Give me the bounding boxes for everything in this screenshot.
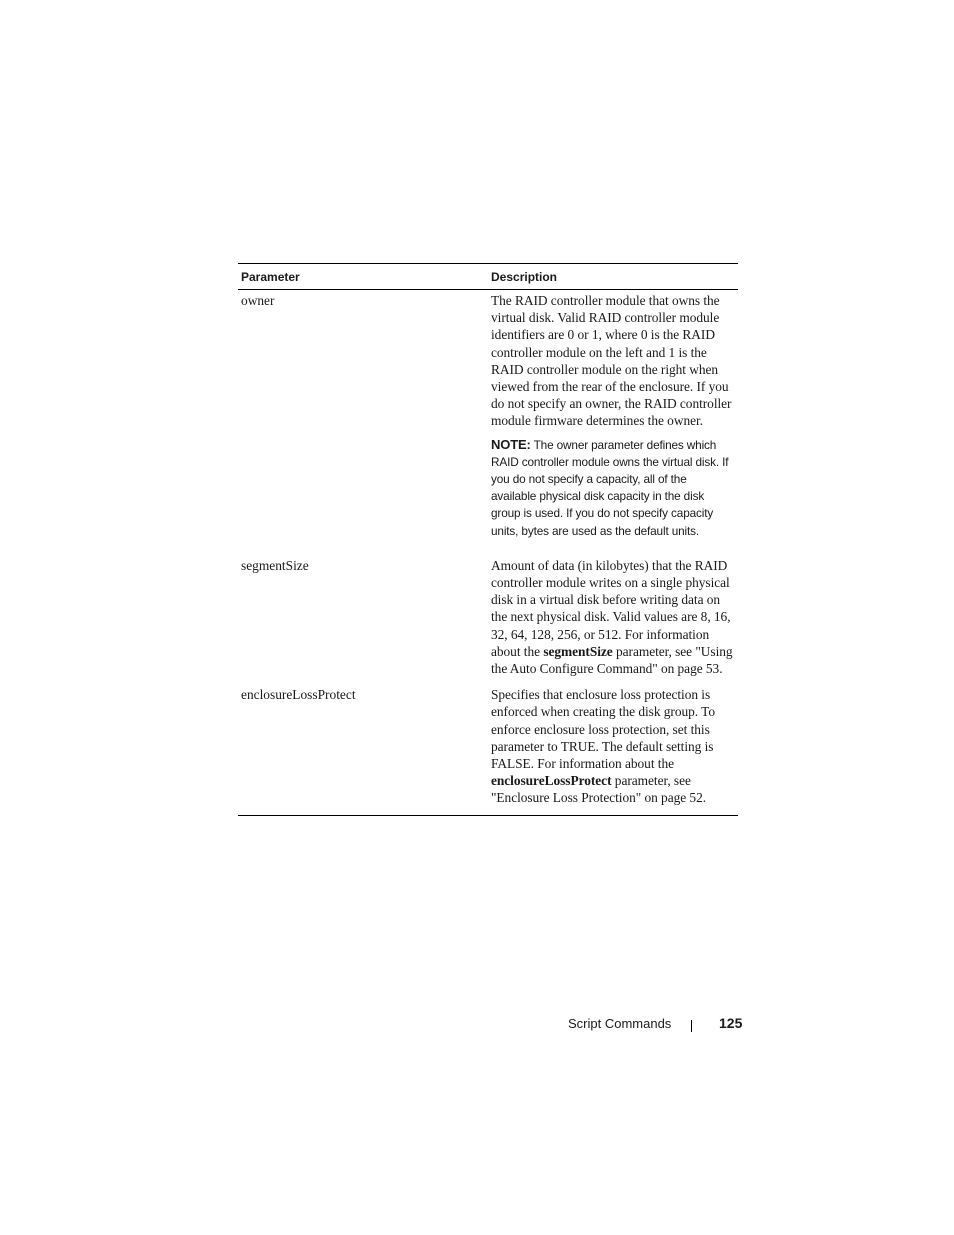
note-text: The owner parameter defines which RAID controller module owns the virtual disk. If you do not specify a capacity, all of the available physical disk capacity in the disk group is used. If you do not specify capacity units, bytes are used as the default units. — [491, 437, 729, 538]
parameter-table — [238, 263, 738, 816]
param-description — [488, 291, 738, 547]
page-number: 125 — [719, 1015, 743, 1031]
header-description: Description — [491, 269, 558, 284]
description-keyword: segmentSize — [543, 643, 613, 659]
param-name: owner — [241, 293, 275, 308]
table-bottom-padding — [238, 807, 738, 815]
description-text — [491, 686, 734, 806]
description-text-after: parameter, see "Using the Auto Configure Command" on page 53. — [491, 643, 733, 677]
table-row — [238, 556, 738, 677]
table-row — [238, 290, 738, 547]
param-description — [488, 685, 738, 806]
description-text — [491, 557, 734, 677]
description-text-after: parameter, see "Enclosure Loss Protection" on page 52. — [491, 773, 707, 806]
description-text: The RAID controller module that owns the virtual disk. Valid RAID controller module identifiers are 0 or 1, where 0 is the RAID controller module on the left and 1 is the RAID controller module on the right when viewed from the rear of the enclosure. If you do not specify an owner, the RAID controller module firmware determines the owner. — [491, 293, 732, 429]
note-block — [491, 436, 734, 547]
table-header-row — [238, 264, 738, 290]
page-footer — [560, 1014, 742, 1036]
param-name: enclosureLossProtect — [241, 687, 356, 703]
param-name: segmentSize — [241, 557, 309, 573]
header-parameter: Parameter — [241, 269, 300, 284]
footer-separator — [691, 1020, 692, 1032]
description-text-before: Specifies that enclosure loss protection is enforced when creating the disk group. To enforce enclosure loss protection, set this parameter to TRUE. The default setting is FALSE. For information about the — [491, 687, 715, 772]
footer-section-title: Script Commands — [568, 1016, 672, 1031]
note-label: NOTE: — [491, 436, 531, 452]
description-text-before: Amount of data (in kilobytes) that the RAID controller module writes on a single physical disk in a virtual disk before writing data on the next physical disk. Valid values are 8, 16, 32, 64, 128, 256, or 512. For information about the — [491, 557, 731, 659]
description-keyword: enclosureLossProtect — [491, 773, 612, 789]
table-row — [238, 685, 738, 806]
param-description — [488, 556, 738, 677]
